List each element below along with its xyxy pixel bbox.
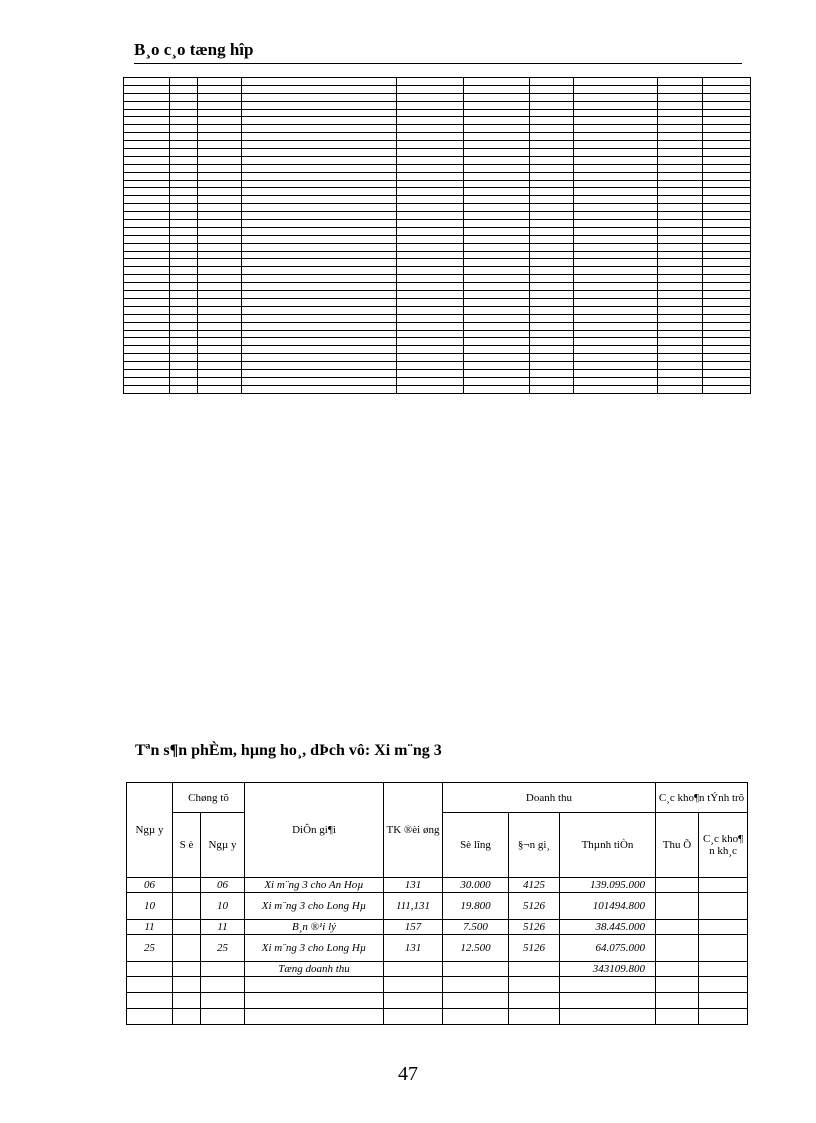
header-chung-tu: Chøng tõ bbox=[173, 783, 245, 813]
header-don-gia: §¬n gi¸ bbox=[509, 813, 560, 878]
header-ngay: Ngµ y bbox=[127, 783, 173, 878]
grid-row bbox=[124, 362, 751, 370]
grid-row bbox=[124, 314, 751, 322]
cell-thanh-tien: 64.075.000 bbox=[560, 935, 656, 962]
page-header-title: B¸o c¸o tæng hîp bbox=[134, 40, 254, 59]
cell-dien-giai: Xi m¨ng 3 cho Long Hµ bbox=[245, 935, 384, 962]
table-row bbox=[127, 935, 748, 962]
cell-thue bbox=[656, 920, 699, 935]
header-so: S è bbox=[173, 813, 201, 878]
grid-row bbox=[124, 306, 751, 314]
grid-row bbox=[124, 251, 751, 259]
cell-thanh-tien: 101494.800 bbox=[560, 893, 656, 920]
empty-row bbox=[127, 1009, 748, 1025]
table-row bbox=[127, 878, 748, 893]
header-so-luong: Sè lîng bbox=[443, 813, 509, 878]
cell-ngay-ct: 10 bbox=[201, 893, 245, 920]
header-khac: C¸c kho¶ n kh¸c bbox=[699, 813, 748, 878]
grid-row bbox=[124, 172, 751, 180]
cell-ngay-ct: 06 bbox=[201, 878, 245, 893]
grid-row bbox=[124, 125, 751, 133]
empty-row bbox=[127, 993, 748, 1009]
grid-row bbox=[124, 259, 751, 267]
cell-dien-giai: Xi m¨ng 3 cho Long Hµ bbox=[245, 893, 384, 920]
grid-row bbox=[124, 85, 751, 93]
grid-row bbox=[124, 141, 751, 149]
header-tk-doi-ung: TK ®èi øng bbox=[384, 783, 443, 878]
grid-row bbox=[124, 149, 751, 157]
grid-row bbox=[124, 385, 751, 393]
grid-row bbox=[124, 212, 751, 220]
grid-row bbox=[124, 101, 751, 109]
cell-so-luong: 12.500 bbox=[443, 935, 509, 962]
grid-row bbox=[124, 369, 751, 377]
grid-row bbox=[124, 346, 751, 354]
cell-khac bbox=[699, 878, 748, 893]
cell-so bbox=[173, 878, 201, 893]
empty-row bbox=[127, 977, 748, 993]
cell-don-gia: 5126 bbox=[509, 893, 560, 920]
cell-so bbox=[173, 893, 201, 920]
cell-don-gia: 5126 bbox=[509, 920, 560, 935]
grid-row bbox=[124, 220, 751, 228]
grid-row bbox=[124, 109, 751, 117]
grid-row bbox=[124, 338, 751, 346]
total-label: Tæng doanh thu bbox=[245, 962, 384, 977]
cell-so-luong: 19.800 bbox=[443, 893, 509, 920]
grid-row bbox=[124, 275, 751, 283]
grid-row bbox=[124, 188, 751, 196]
grid-row bbox=[124, 298, 751, 306]
grid-row bbox=[124, 330, 751, 338]
total-value: 343109.800 bbox=[560, 962, 656, 977]
cell-don-gia: 5126 bbox=[509, 935, 560, 962]
cell-so bbox=[173, 935, 201, 962]
grid-row bbox=[124, 267, 751, 275]
grid-row bbox=[124, 227, 751, 235]
cell-thue bbox=[656, 878, 699, 893]
grid-row bbox=[124, 235, 751, 243]
table-row bbox=[127, 893, 748, 920]
header-thue: Thu Õ bbox=[656, 813, 699, 878]
grid-row bbox=[124, 283, 751, 291]
header-rule bbox=[134, 63, 742, 64]
cell-thanh-tien: 38.445.000 bbox=[560, 920, 656, 935]
grid-row bbox=[124, 243, 751, 251]
cell-tk: 131 bbox=[384, 935, 443, 962]
header-thanh-tien: Thµnh tiÒn bbox=[560, 813, 656, 878]
grid-row bbox=[124, 117, 751, 125]
grid-row bbox=[124, 93, 751, 101]
header-doanh-thu: Doanh thu bbox=[443, 783, 656, 813]
cell-ngay: 06 bbox=[127, 878, 173, 893]
cell-dien-giai: B¸n ®¹i lý bbox=[245, 920, 384, 935]
cell-ngay: 10 bbox=[127, 893, 173, 920]
blank-ledger-grid bbox=[123, 77, 751, 394]
cell-ngay-ct: 25 bbox=[201, 935, 245, 962]
cell-thue bbox=[656, 893, 699, 920]
grid-row bbox=[124, 164, 751, 172]
cell-ngay: 25 bbox=[127, 935, 173, 962]
grid-row bbox=[124, 354, 751, 362]
cell-dien-giai: Xi m¨ng 3 cho An Hoµ bbox=[245, 878, 384, 893]
revenue-table bbox=[126, 782, 748, 1025]
header-dien-giai: DiÔn gi¶i bbox=[245, 783, 384, 878]
cell-khac bbox=[699, 935, 748, 962]
header-ngay-ct: Ngµ y bbox=[201, 813, 245, 878]
cell-so-luong: 30.000 bbox=[443, 878, 509, 893]
section-title: Tªn s¶n phÈm, hµng ho¸, dÞch vô: Xi m¨ng 3 bbox=[135, 742, 442, 759]
cell-tk: 157 bbox=[384, 920, 443, 935]
cell-so bbox=[173, 920, 201, 935]
grid-row bbox=[124, 291, 751, 299]
cell-don-gia: 4125 bbox=[509, 878, 560, 893]
page-number: 47 bbox=[398, 1063, 418, 1085]
grid-row bbox=[124, 180, 751, 188]
cell-thue bbox=[656, 935, 699, 962]
grid-row bbox=[124, 196, 751, 204]
grid-row bbox=[124, 133, 751, 141]
total-row bbox=[127, 962, 748, 977]
cell-tk: 131 bbox=[384, 878, 443, 893]
header-cac-khoan: C¸c kho¶n tÝnh trõ bbox=[656, 783, 748, 813]
cell-ngay: 11 bbox=[127, 920, 173, 935]
grid-row bbox=[124, 78, 751, 86]
grid-row bbox=[124, 322, 751, 330]
cell-so-luong: 7.500 bbox=[443, 920, 509, 935]
grid-row bbox=[124, 204, 751, 212]
cell-tk: 111,131 bbox=[384, 893, 443, 920]
table-row bbox=[127, 920, 748, 935]
cell-khac bbox=[699, 920, 748, 935]
cell-khac bbox=[699, 893, 748, 920]
grid-row bbox=[124, 156, 751, 164]
grid-row bbox=[124, 377, 751, 385]
cell-ngay-ct: 11 bbox=[201, 920, 245, 935]
cell-thanh-tien: 139.095.000 bbox=[560, 878, 656, 893]
